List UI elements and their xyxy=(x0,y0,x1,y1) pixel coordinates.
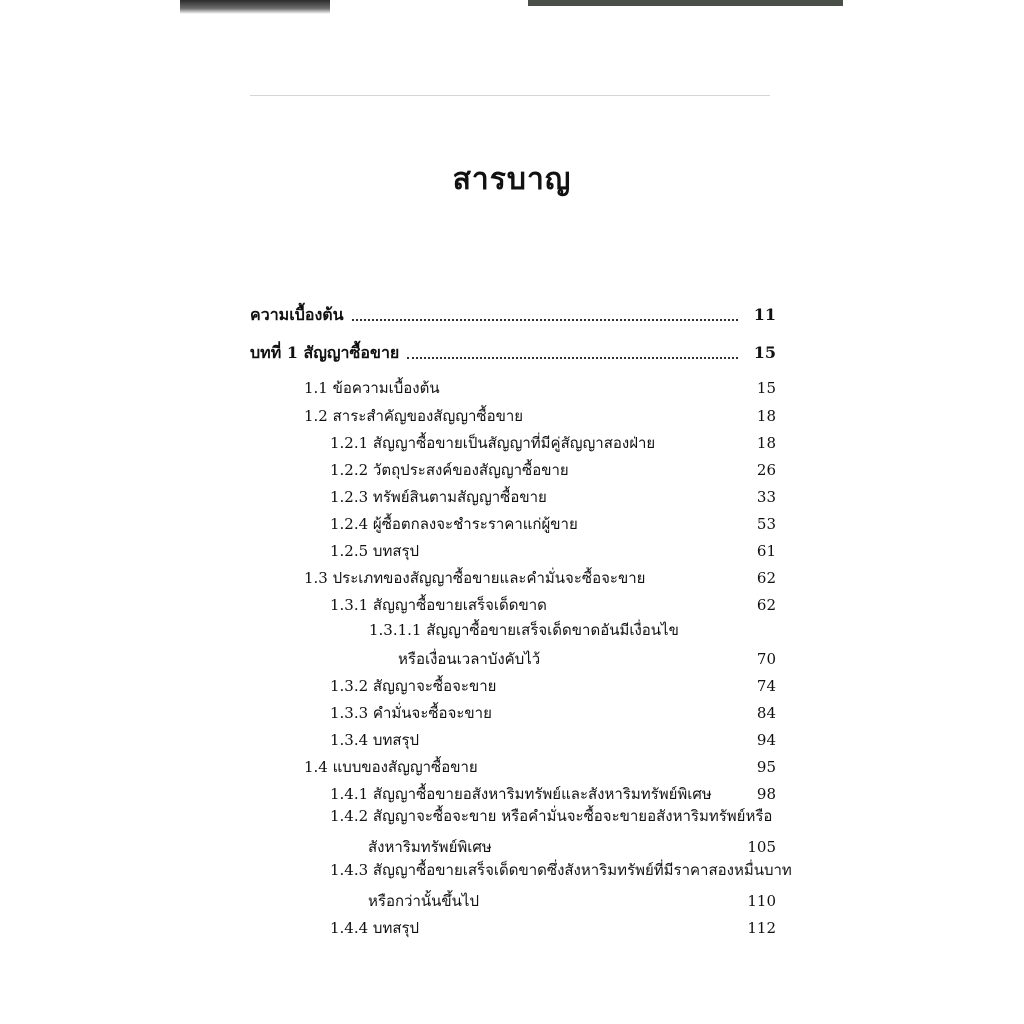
toc-entry-intro xyxy=(250,297,776,325)
toc-page-number: 95 xyxy=(756,758,776,776)
toc-page-number: 84 xyxy=(756,704,776,722)
toc-entry-1-4-3: 1.4.3 สัญญาซื้อขายเสร็จเด็ดขาดซึ่งสังหาริมทรัพย์ที่มีราคาสองหมื่นบาท xyxy=(330,861,792,879)
toc-page-number: 70 xyxy=(756,650,776,668)
toc-label: 1.2.1 สัญญาซื้อขายเป็นสัญญาที่มีคู่สัญญาสองฝ่าย xyxy=(330,434,656,452)
toc-entry-1-2-1 xyxy=(330,425,776,453)
toc-entry-1-2-5 xyxy=(330,533,776,561)
toc-page-number: 110 xyxy=(747,892,776,910)
toc-page-number: 53 xyxy=(756,515,776,533)
toc-entry-1-2 xyxy=(304,398,776,426)
toc-entry-1-4 xyxy=(304,749,776,777)
toc-label-continued: หรือกว่านั้นขึ้นไป xyxy=(368,892,479,910)
toc-label: 1.1 ข้อความเบื้องต้น xyxy=(304,379,440,397)
toc-label: 1.4.1 สัญญาซื้อขายอสังหาริมทรัพย์และสังหาริมทรัพย์พิเศษ xyxy=(330,785,712,803)
toc-page-number: 26 xyxy=(756,461,776,479)
toc-label: 1.3.4 บทสรุป xyxy=(330,731,420,749)
toc-page-number: 18 xyxy=(756,407,776,425)
toc-page-number: 15 xyxy=(753,343,776,362)
toc-page-number: 94 xyxy=(756,731,776,749)
toc-entry-1-3-4 xyxy=(330,722,776,750)
toc-label: บทที่ 1 สัญญาซื้อขาย xyxy=(250,343,400,362)
toc-label: 1.3.2 สัญญาจะซื้อจะขาย xyxy=(330,677,497,695)
toc-entry-1-3-3 xyxy=(330,695,776,723)
toc-entry-1-2-3 xyxy=(330,479,776,507)
toc-label: 1.2.4 ผู้ซื้อตกลงจะชำระราคาแก่ผู้ขาย xyxy=(330,515,578,533)
toc-page-number: 62 xyxy=(756,596,776,614)
page-title: สารบาญ xyxy=(452,162,572,198)
toc-page-number: 33 xyxy=(756,488,776,506)
toc-entry-1-1 xyxy=(304,370,776,398)
toc-label-continued: สังหาริมทรัพย์พิเศษ xyxy=(368,838,492,856)
toc-label: 1.2.2 วัตถุประสงค์ของสัญญาซื้อขาย xyxy=(330,461,569,479)
toc-label: 1.3.3 คำมั่นจะซื้อจะขาย xyxy=(330,704,492,722)
toc-entry-1-3-1 xyxy=(330,587,776,615)
toc-entry-1-2-4 xyxy=(330,506,776,534)
toc-entry-1-4-3-continued xyxy=(368,883,776,911)
toc-label: 1.2.3 ทรัพย์สินตามสัญญาซื้อขาย xyxy=(330,488,547,506)
toc-label: ความเบื้องต้น xyxy=(250,305,344,324)
toc-label-continued: หรือเงื่อนเวลาบังคับไว้ xyxy=(398,650,541,668)
toc-entry-chapter-1 xyxy=(250,335,776,363)
toc-label: 1.2.5 บทสรุป xyxy=(330,542,420,560)
toc-entry-1-3-2 xyxy=(330,668,776,696)
dot-leader xyxy=(407,357,738,359)
toc-entry-1-3 xyxy=(304,560,776,588)
toc-label: 1.4.4 บทสรุป xyxy=(330,919,420,937)
toc-page-number: 112 xyxy=(747,919,776,937)
toc-page-number: 62 xyxy=(756,569,776,587)
toc-entry-1-3-1-1: 1.3.1.1 สัญญาซื้อขายเสร็จเด็ดขาดอันมีเงื่อนไข xyxy=(369,621,679,639)
toc-entry-1-4-2-continued xyxy=(368,829,776,857)
toc-entry-1-4-4 xyxy=(330,910,776,938)
toc-page-number: 18 xyxy=(756,434,776,452)
toc-page-number: 74 xyxy=(756,677,776,695)
toc-page-number: 105 xyxy=(747,838,776,856)
toc-entry-1-3-1-1-continued xyxy=(398,641,776,669)
toc-entry-1-4-1 xyxy=(330,776,776,804)
toc-page-number: 98 xyxy=(756,785,776,803)
toc-label: 1.2 สาระสำคัญของสัญญาซื้อขาย xyxy=(304,407,524,425)
toc-entry-1-2-2 xyxy=(330,452,776,480)
toc-label: 1.3 ประเภทของสัญญาซื้อขายและคำมั่นจะซื้อจะขาย xyxy=(304,569,646,587)
toc-page-number: 15 xyxy=(756,379,776,397)
dot-leader xyxy=(352,319,738,321)
toc-label: 1.3.1 สัญญาซื้อขายเสร็จเด็ดขาด xyxy=(330,596,547,614)
toc-page-number: 11 xyxy=(753,305,776,324)
toc-page-number: 61 xyxy=(756,542,776,560)
toc-label: 1.4 แบบของสัญญาซื้อขาย xyxy=(304,758,478,776)
toc-entry-1-4-2: 1.4.2 สัญญาจะซื้อจะขาย หรือคำมั่นจะซื้อจะขายอสังหาริมทรัพย์หรือ xyxy=(330,807,773,825)
